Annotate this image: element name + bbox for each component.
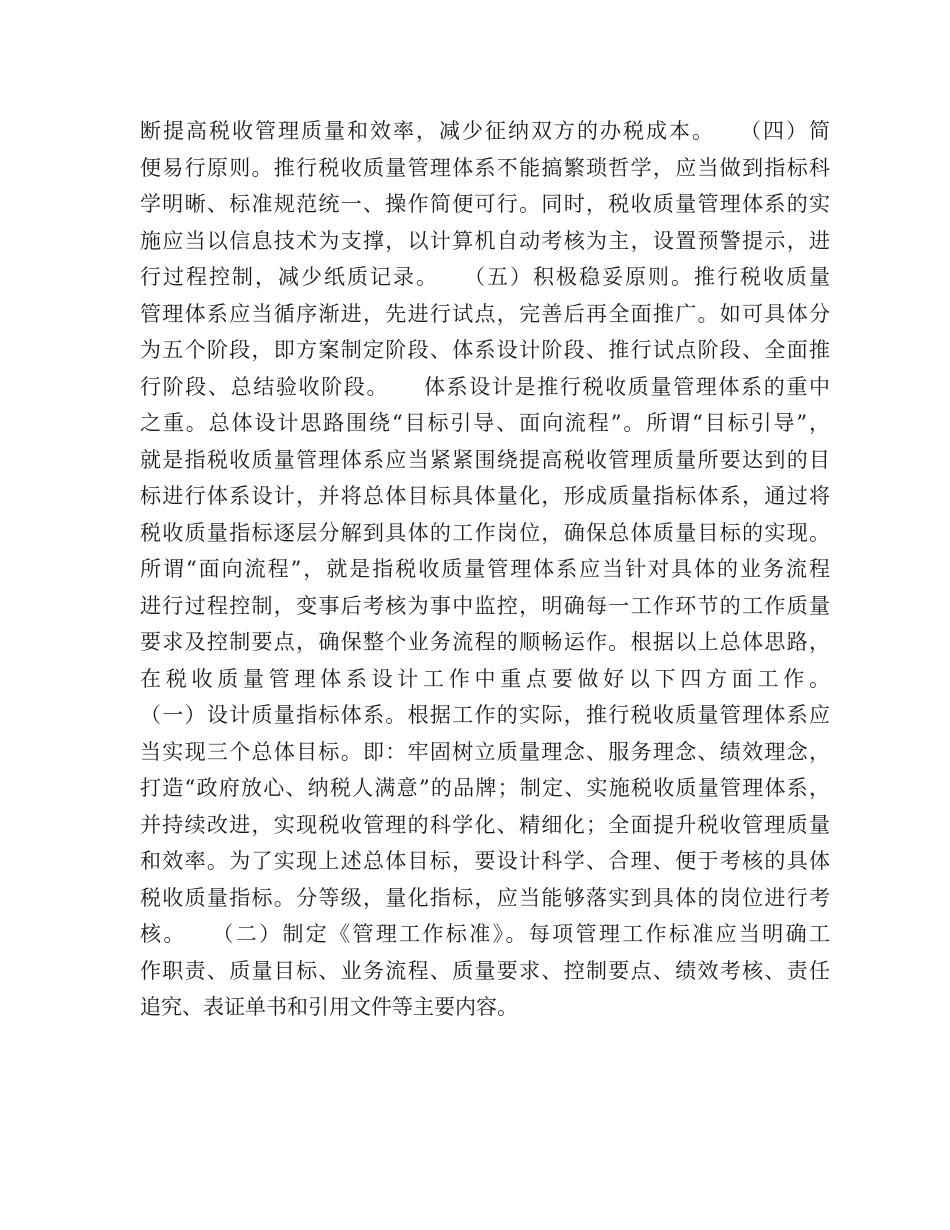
- text-line: 当实现三个总体目标。即：牢固树立质量理念、服务理念、绩效理念，: [140, 739, 830, 764]
- text-line: 并持续改进，实现税收管理的科学化、精细化；全面提升税收管理质量: [140, 812, 830, 837]
- text-line-last: 追究、表证单书和引用文件等主要内容。: [140, 995, 518, 1019]
- body-text: [140, 113, 830, 1026]
- text-line: 断提高税收管理质量和效率，减少征纳双方的办税成本。 （四）简: [140, 119, 830, 143]
- text-line: 作职责、质量目标、业务流程、质量要求、控制要点、绩效考核、责任: [140, 958, 830, 983]
- text-line: 税收质量指标逐层分解到具体的工作岗位，确保总体质量目标的实现。: [140, 520, 830, 545]
- text-line: 之重。总体设计思路围绕“目标引导、面向流程”。所谓“目标引导”，: [140, 411, 830, 435]
- text-line: 和效率。为了实现上述总体目标，要设计科学、合理、便于考核的具体: [140, 849, 830, 873]
- text-line: 要求及控制要点，确保整个业务流程的顺畅运作。根据以上总体思路，: [140, 630, 830, 654]
- text-line: 核。 （二）制定《管理工作标准》。每项管理工作标准应当明确工: [140, 922, 830, 946]
- text-line: （一）设计质量指标体系。根据工作的实际，推行税收质量管理体系应: [140, 703, 830, 727]
- text-line: 就是指税收质量管理体系应当紧紧围绕提高税收管理质量所要达到的目: [140, 447, 830, 472]
- text-line: 为五个阶段，即方案制定阶段、体系设计阶段、推行试点阶段、全面推: [140, 338, 830, 362]
- text-line: 标进行体系设计，并将总体目标具体量化，形成质量指标体系，通过将: [140, 484, 830, 508]
- text-line: 行过程控制，减少纸质记录。 （五）积极稳妥原则。推行税收质量: [140, 265, 830, 289]
- text-line: 税收质量指标。分等级，量化指标，应当能够落实到具体的岗位进行考: [140, 885, 830, 910]
- text-line: 管理体系应当循序渐进，先进行试点，完善后再全面推广。如可具体分: [140, 301, 830, 326]
- text-line: 进行过程控制，变事后考核为事中监控，明确每一工作环节的工作质量: [140, 593, 830, 618]
- text-line: 便易行原则。推行税收质量管理体系不能搞繁琐哲学，应当做到指标科: [140, 155, 830, 180]
- text-line: 在税收质量管理体系设计工作中重点要做好以下四方面工作。: [140, 666, 830, 691]
- text-line: 学明晰、标准规范统一、操作简便可行。同时，税收质量管理体系的实: [140, 192, 830, 216]
- text-line: 行阶段、总结验收阶段。 体系设计是推行税收质量管理体系的重中: [140, 374, 830, 399]
- text-line: 打造“政府放心、纳税人满意”的品牌；制定、实施税收质量管理体系，: [140, 776, 830, 800]
- text-line: 所谓“面向流程”，就是指税收质量管理体系应当针对具体的业务流程: [140, 557, 830, 581]
- text-line: 施应当以信息技术为支撑，以计算机自动考核为主，设置预警提示，进: [140, 228, 830, 253]
